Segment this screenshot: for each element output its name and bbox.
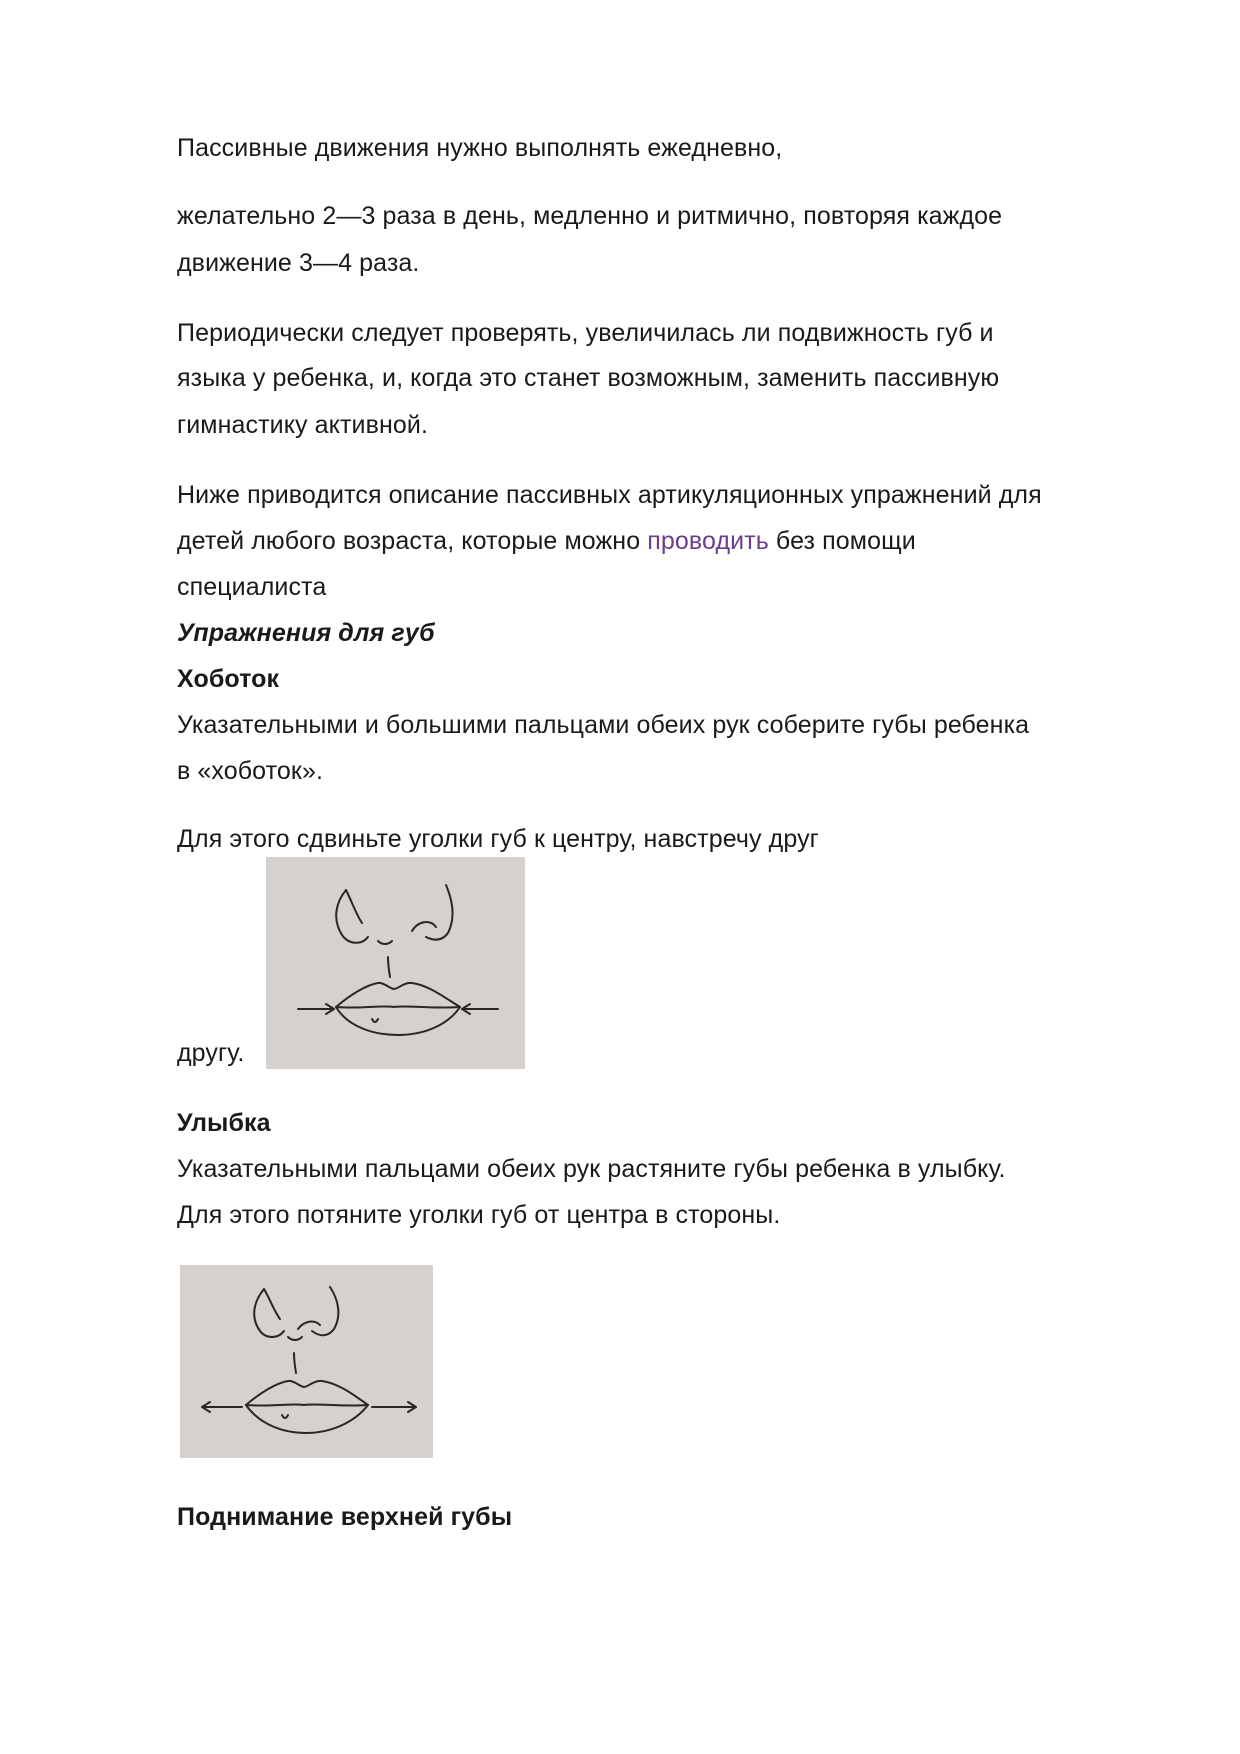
paragraph-3-line-2: языка у ребенка, и, когда это станет возможным, заменить пассивную [177, 364, 1000, 392]
exercise-2-title: Улыбка [177, 1109, 271, 1137]
lips-smile-figure [180, 1265, 433, 1458]
paragraph-4-line-3: специалиста [177, 573, 327, 601]
provodit-link[interactable]: проводить [647, 527, 769, 555]
paragraph-3-line-3: гимнастику активной. [177, 411, 428, 439]
paragraph-4-text-after-link: без помощи [768, 527, 916, 555]
exercise-1-text-line-2: в «хоботок». [177, 757, 323, 785]
paragraph-2-line-1: желательно 2—3 раза в день, медленно и ритмично, повторяя каждое [177, 202, 1003, 230]
paragraph-4-line-1: Ниже приводится описание пассивных артикуляционных упражнений для [177, 481, 1042, 509]
lips-trunk-figure [266, 857, 525, 1069]
lips-trunk-drawing [266, 857, 525, 1069]
exercise-2-text-line-1: Указательными пальцами обеих рук растяните губы ребенка в улыбку. [177, 1155, 1006, 1183]
exercise-1-title: Хоботок [177, 665, 280, 693]
section-title: Упражнения для губ [177, 619, 435, 647]
exercise-1-text-line-1: Указательными и большими пальцами обеих рук соберите губы ребенка [177, 711, 1030, 739]
paragraph-2-line-2: движение 3—4 раза. [177, 249, 420, 277]
lips-smile-drawing [180, 1265, 433, 1458]
exercise-1-text-line-3: Для этого сдвиньте уголки губ к центру, навстречу друг [177, 825, 819, 853]
paragraph-4-line-2 [177, 526, 916, 556]
paragraph-1: Пассивные движения нужно выполнять ежедневно, [177, 134, 783, 162]
paragraph-3-line-1: Периодически следует проверять, увеличилась ли подвижность губ и [177, 319, 994, 347]
paragraph-4-text-before-link: детей любого возраста, которые можно [177, 527, 648, 555]
exercise-3-title: Поднимание верхней губы [177, 1503, 513, 1531]
exercise-1-text-line-4: другу. [177, 1039, 245, 1067]
exercise-2-text-line-2: Для этого потяните уголки губ от центра в стороны. [177, 1201, 781, 1229]
